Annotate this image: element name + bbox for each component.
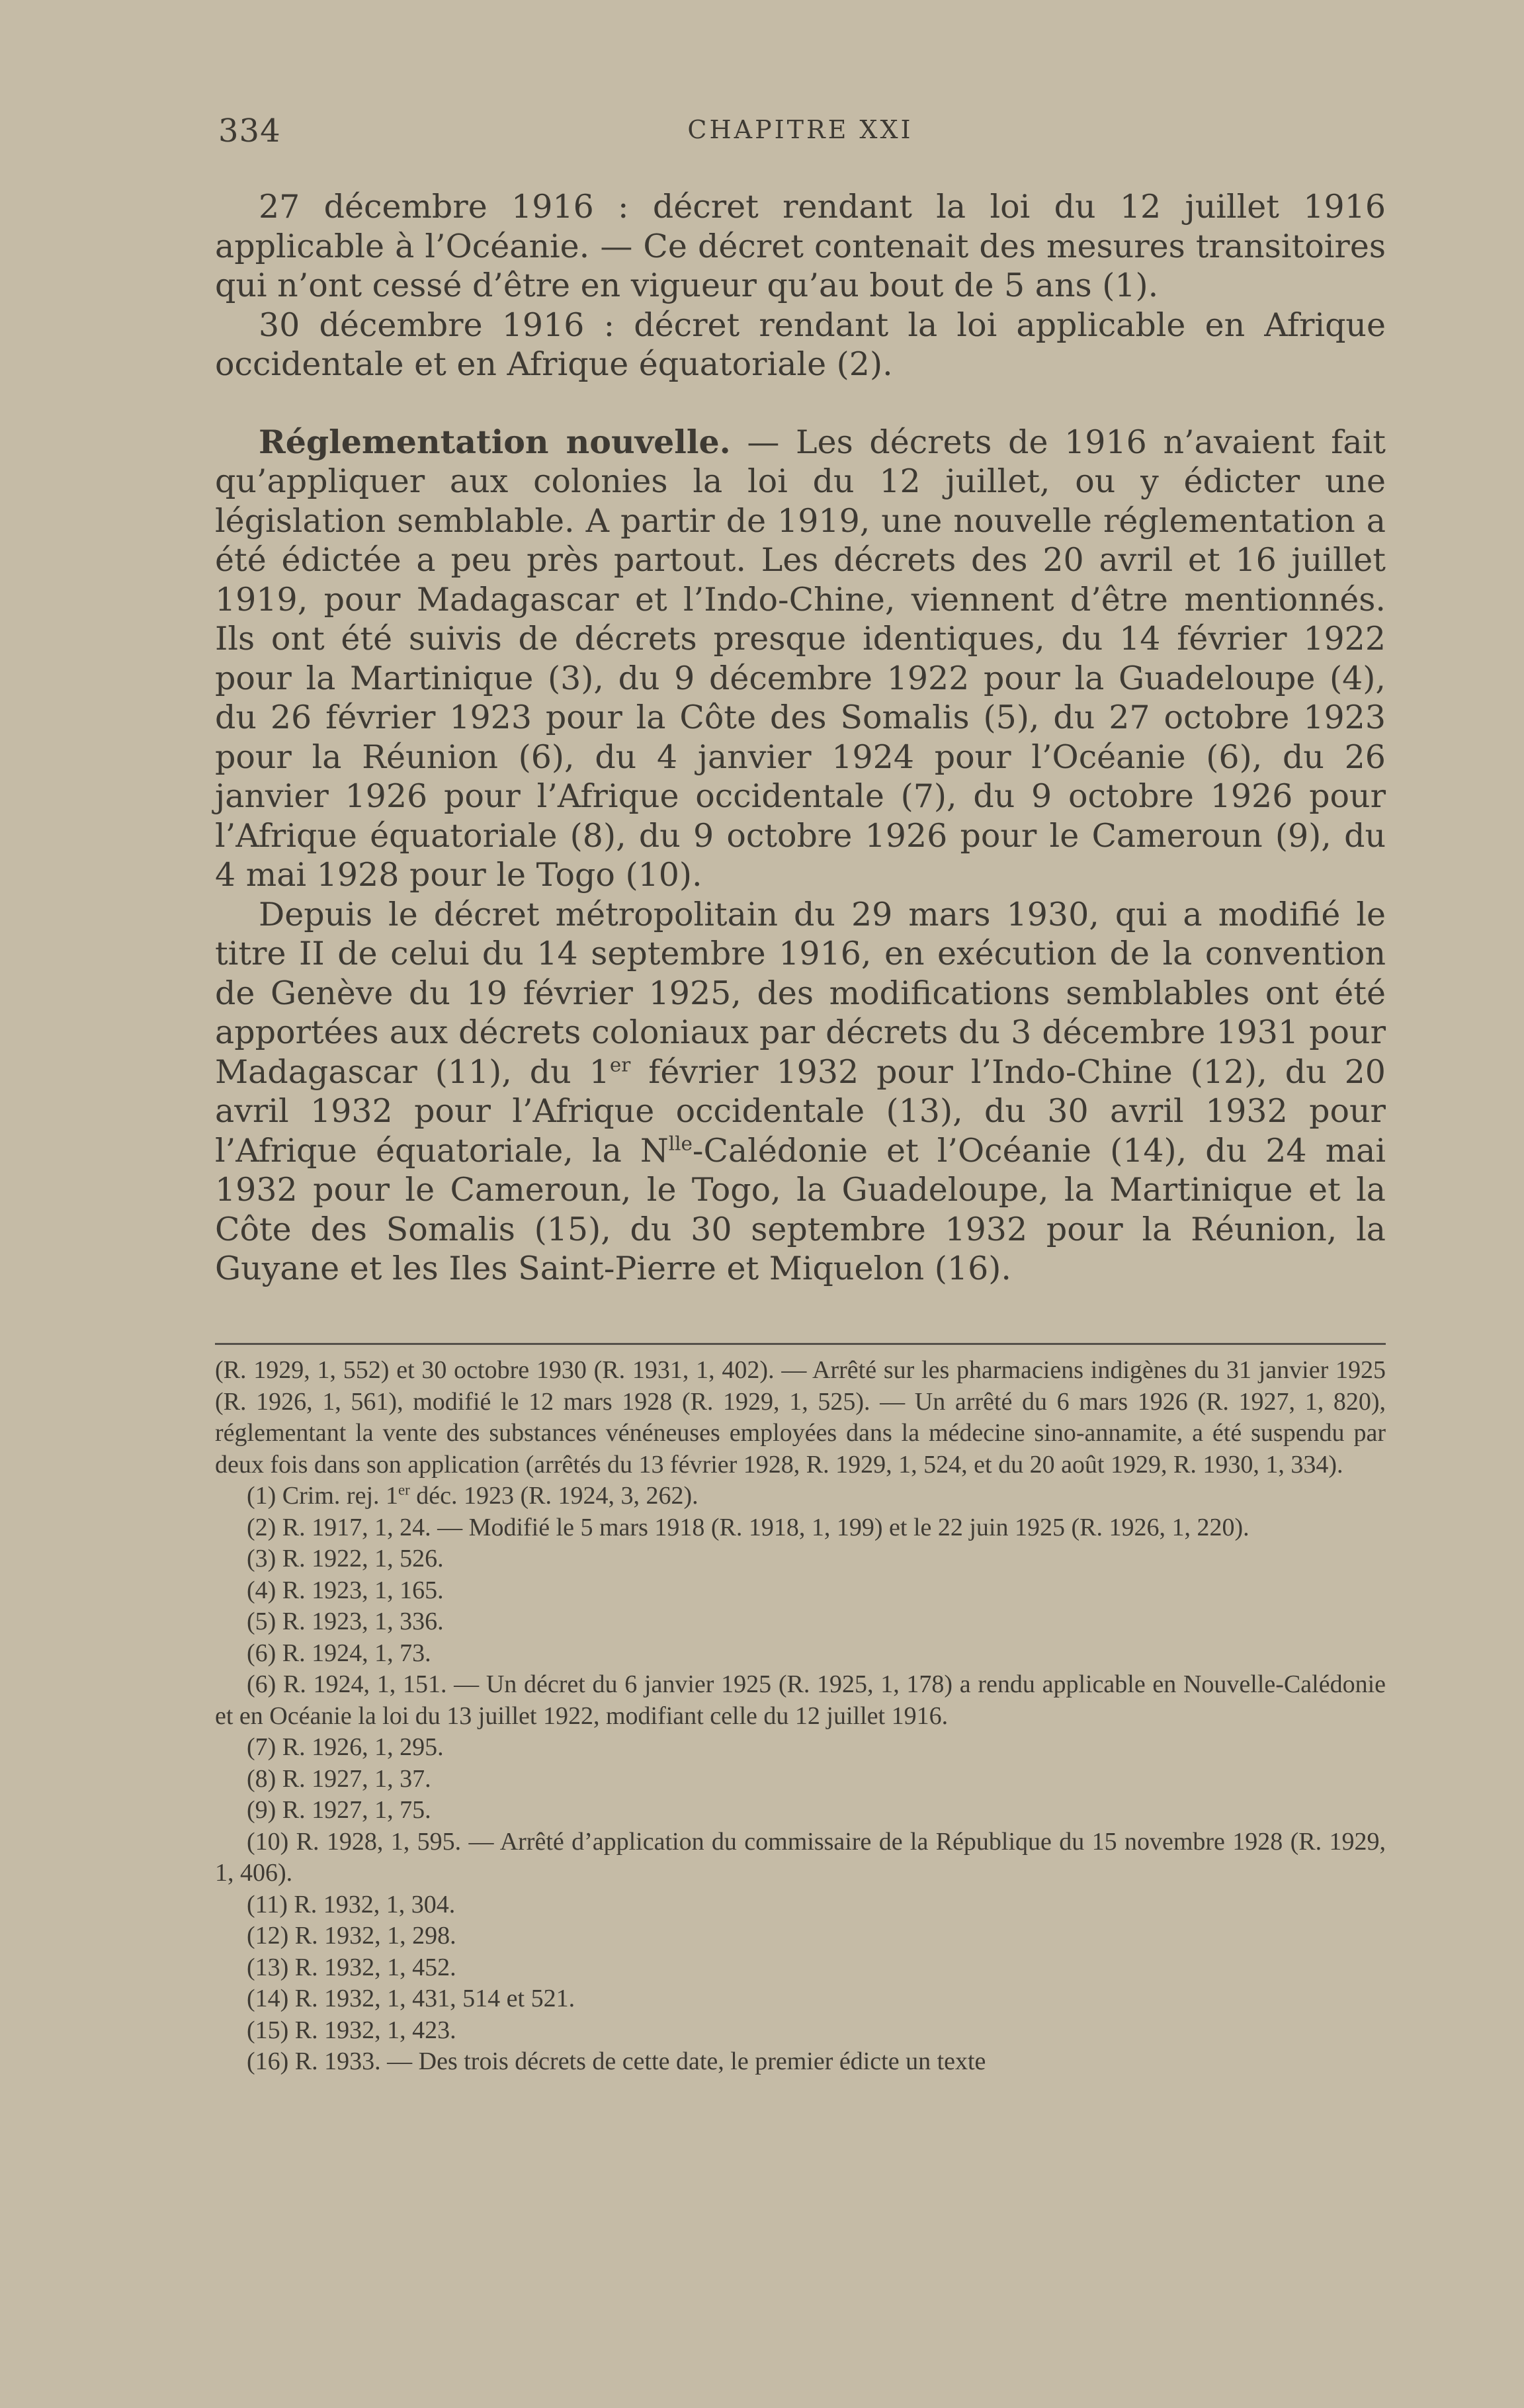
chapter-heading: CHAPITRE XXI — [687, 115, 913, 144]
superscript-lle: lle — [668, 1132, 693, 1155]
footnote-continuation: (R. 1929, 1, 552) et 30 octobre 1930 (R. 1931, 1, 402). — Arrêté sur les pharmaciens indigènes du 31 janvier 1925 (R. 1926, 1, 561), modifié le 12 mars 1928 (R. 1929, 1, 525). — Un arrêté du 6 mars 1926 (R. 1927, 1, 820), réglementant la vente des substances vénéneuses employées dans la médecine sino-annamite, a été suspendu par deux fois dans son application (arrêtés du 13 février 1928, R. 1929, 1, 524, et du 20 août 1929, R. 1930, 1, 334). — [215, 1356, 1386, 1479]
footnote-10: (10) R. 1928, 1, 595. — Arrêté d’application du commissaire de la République du 15 novembre 1928 (R. 1929, 1, 406). — [215, 1827, 1386, 1887]
footnote-13: (13) R. 1932, 1, 452. — [247, 1953, 456, 1981]
paragraph-oceanie: 27 décembre 1916 : décret rendant la loi du 12 juillet 1916 applicable à l’Océanie. — Ce décret contenait des mesures transitoires qui n’ont cessé d’être en vigueur qu’au bout de 5 ans (1). — [215, 188, 1386, 304]
paragraph-depuis — [215, 895, 1386, 1289]
paragraph-afrique: 30 décembre 1916 : décret rendant la loi applicable en Afrique occidentale et en Afrique équatoriale (2). — [215, 306, 1386, 383]
footnotes — [215, 1355, 1386, 2078]
superscript-er: er — [609, 1053, 631, 1076]
footnote-1-text-2: déc. 1923 (R. 1924, 3, 262). — [409, 1482, 698, 1510]
footnote-6b: (6) R. 1924, 1, 151. — Un décret du 6 janvier 1925 (R. 1925, 1, 178) a rendu applicable en Nouvelle-Calédonie et en Océanie la loi du 13 juillet 1922, modifiant celle du 12 juillet 1916. — [215, 1670, 1386, 1730]
footnote-divider — [215, 1343, 1386, 1345]
footnote-12: (12) R. 1932, 1, 298. — [247, 1922, 456, 1950]
paragraph-reglementation — [215, 423, 1386, 895]
section-title: Réglementation nouvelle. — [259, 422, 731, 461]
footnote-15: (15) R. 1932, 1, 423. — [247, 2016, 456, 2044]
running-header — [218, 112, 1382, 159]
page-number: 334 — [218, 112, 281, 150]
paragraph-depuis-text-3: -Calédonie et l’Océanie (14), du 24 mai 1932 pour le Cameroun, le Togo, la Guadeloupe, la Martinique et la Côte des Somalis (15), du 30 septembre 1932 pour la Réunion, la Guyane et les Iles Saint-Pierre et Miquelon (16). — [215, 1131, 1386, 1287]
footnote-3: (3) R. 1922, 1, 526. — [247, 1545, 444, 1572]
footnote-6a: (6) R. 1924, 1, 73. — [247, 1639, 431, 1667]
footnote-1-superscript: er — [398, 1481, 410, 1498]
footnote-4: (4) R. 1923, 1, 165. — [247, 1576, 444, 1604]
footnote-1 — [215, 1481, 1386, 1512]
footnote-1-text-1: (1) Crim. rej. 1 — [247, 1482, 399, 1510]
footnote-7: (7) R. 1926, 1, 295. — [247, 1733, 444, 1761]
footnote-2: (2) R. 1917, 1, 24. — Modifié le 5 mars 1918 (R. 1918, 1, 199) et le 22 juin 1925 (R. 1926, 1, 220). — [247, 1513, 1249, 1541]
footnote-11: (11) R. 1932, 1, 304. — [247, 1890, 456, 1918]
paragraph-reglementation-text: — Les décrets de 1916 n’avaient fait qu’appliquer aux colonies la loi du 12 juillet, ou y édicter une législation semblable. A partir de 1919, une nouvelle réglementation a été édictée a peu près partout. Les décrets des 20 avril et 16 juillet 1919, pour Madagascar et l’Indo-Chine, viennent d’être mentionnés. Ils ont été suivis de décrets presque identiques, du 14 février 1922 pour la Martinique (3), du 9 décembre 1922 pour la Guadeloupe (4), du 26 février 1923 pour la Côte des Somalis (5), du 27 octobre 1923 pour la Réunion (6), du 4 janvier 1924 pour l’Océanie (6), du 26 janvier 1926 pour l’Afrique occidentale (7), du 9 octobre 1926 pour l’Afrique équatoriale (8), du 9 octobre 1926 pour le Cameroun (9), du 4 mai 1928 pour le Togo (10). — [215, 423, 1386, 894]
paragraph-depuis-text-2: février 1932 pour l’Indo-Chine (12), du 20 avril 1932 pour l’Afrique occidentale (13), du 30 avril 1932 pour l’Afrique équatoriale, la N — [215, 1053, 1386, 1170]
footnote-8: (8) R. 1927, 1, 37. — [247, 1764, 431, 1793]
paragraph-depuis-text-1: Depuis le décret métropolitain du 29 mars 1930, qui a modifié le titre II de celui du 14 septembre 1916, en exécution de la convention de Genève du 19 février 1925, des modifications semblables ont été apportées aux décrets coloniaux par décrets du 3 décembre 1931 pour Madagascar (11), du 1 — [215, 895, 1386, 1091]
body-text — [215, 187, 1386, 1289]
footnote-14: (14) R. 1932, 1, 431, 514 et 521. — [247, 1985, 575, 2012]
footnote-5: (5) R. 1923, 1, 336. — [247, 1608, 444, 1635]
footnote-16: (16) R. 1933. — Des trois décrets de cette date, le premier édicte un texte — [247, 2047, 986, 2075]
footnote-9: (9) R. 1927, 1, 75. — [247, 1796, 431, 1824]
